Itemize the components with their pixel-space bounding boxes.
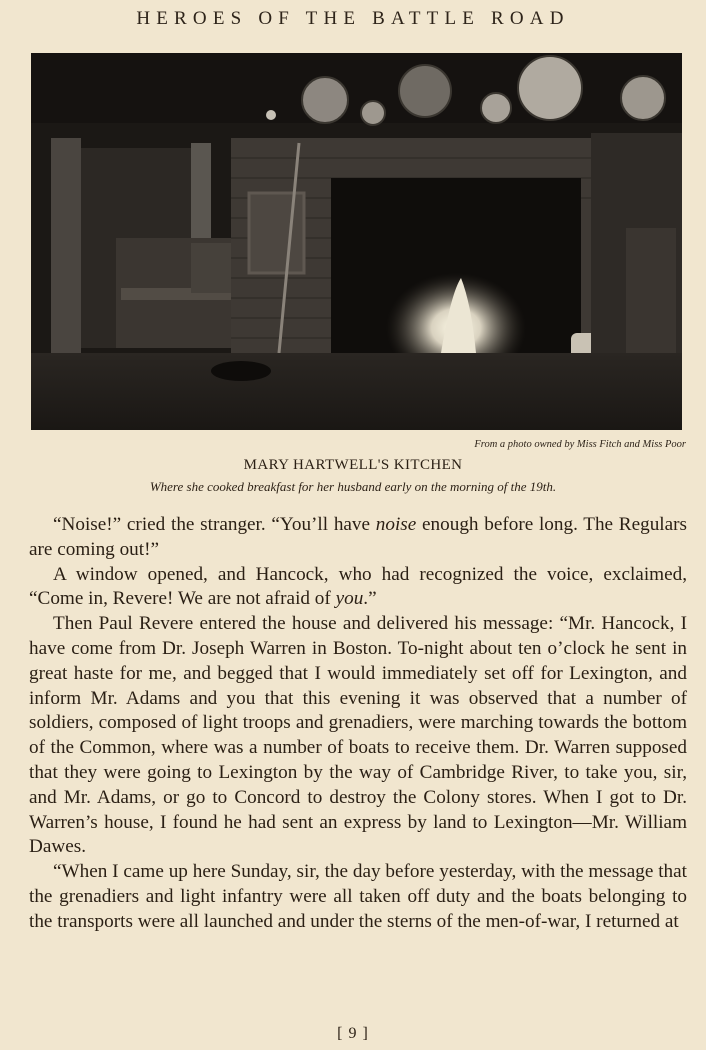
paragraph-text: enough before long. The Regulars are coming out!” [29, 514, 688, 560]
caption-date: 19th. [529, 479, 557, 494]
paragraph: Then Paul Revere entered the house and delivered his message: “Mr. Hancock, I have come from Dr. Joseph Warren in Boston. To-night about ten o’clock he sent in great haste for me, and begged that I would immediately set off for Lexington, and inform Mr. Adams and you that this evening it was observed that a number of soldiers, composed of light troops and grenadiers, were marching towards the bottom of the Common, where was a number of boats to receive them. Dr. Warren supposed that they were going to Lexington by the way of Cambridge River, to take you, sir, and Mr. Adams, or go to Concord to destroy the Colony stores. When I got to Dr. Warren’s house, I found he had sent an express by land to Lexington—Mr. William Dawes. [29, 613, 687, 858]
illustration-caption [0, 479, 706, 495]
photo-credit: From a photo owned by Miss Fitch and Miss Poor [474, 439, 686, 450]
kitchen-photograph [31, 53, 682, 430]
paragraph-text: A window opened, and Hancock, who had recognized the voice, exclaimed, “Come in, Revere! We are not afraid of [29, 563, 687, 610]
paragraph [29, 563, 687, 613]
paragraph [29, 513, 687, 563]
illustration-title: MARY HARTWELL'S KITCHEN [243, 457, 463, 473]
caption-text: Where she cooked breakfast for her husband early on the morning of the [149, 479, 530, 494]
body-text [29, 513, 687, 935]
emphasis: you [335, 588, 364, 610]
emphasis: noise [375, 514, 417, 535]
page-number: [ 9 ] [337, 1025, 369, 1042]
paragraph: “When I came up here Sunday, sir, the day before yesterday, with the message that the grenadiers and light infantry were all taken off duty and the boats belonging to the transports were all launched and under the sterns of the men-of-war, I returned at [29, 861, 687, 932]
running-head: HEROES OF THE BATTLE ROAD [136, 8, 570, 29]
paragraph-text: “Noise!” cried the stranger. “You’ll have [53, 514, 376, 535]
paragraph-text: .” [363, 588, 377, 610]
